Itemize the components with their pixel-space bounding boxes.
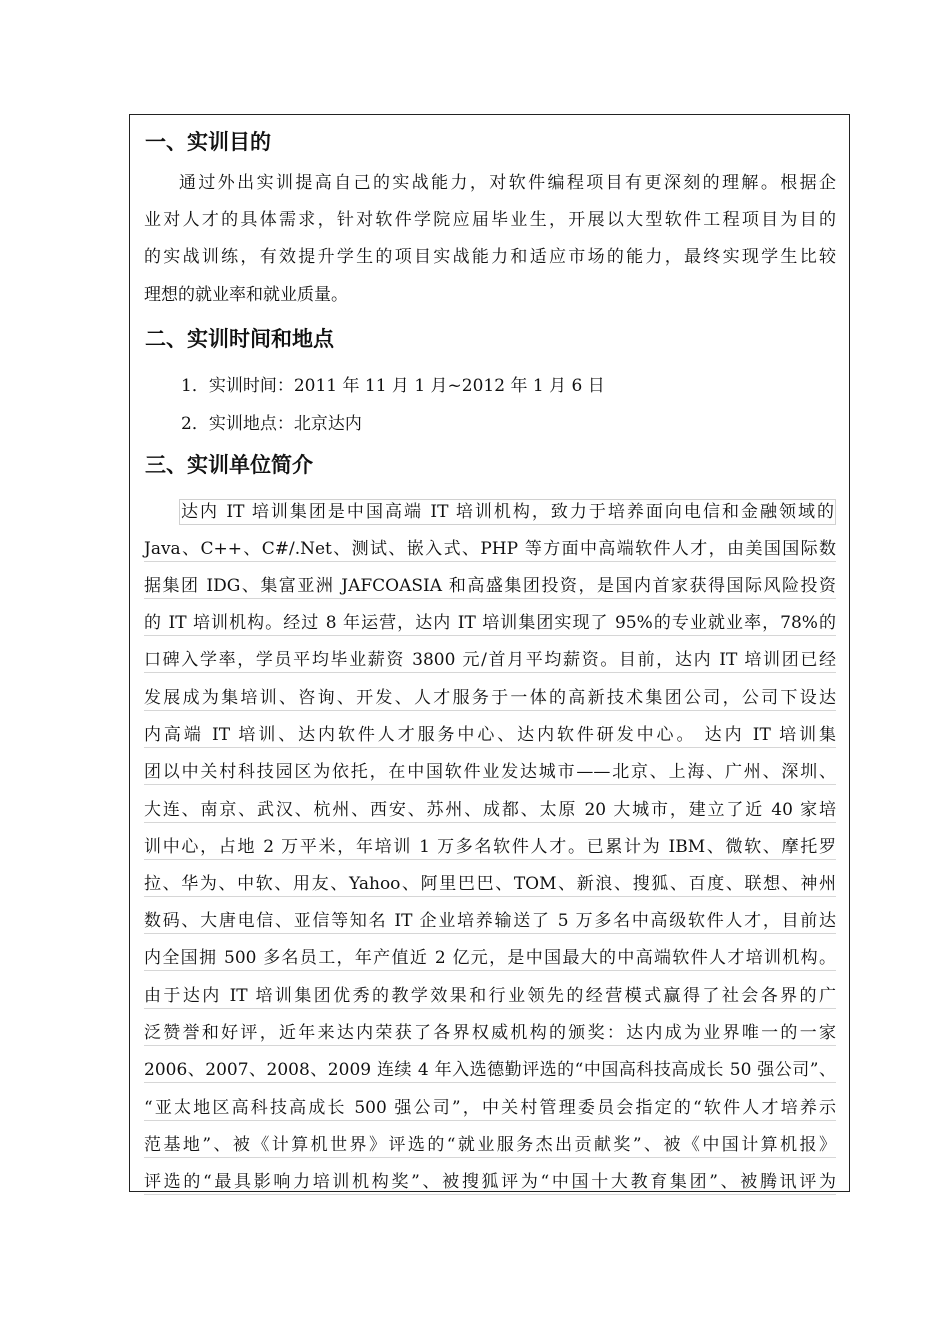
intro-line: 的 IT 培训机构。经过 8 年运营，达内 IT 培训集团实现了 95%的专业就业率，78%的	[144, 611, 836, 636]
intro-line: 范基地”、被《计算机世界》评选的“就业服务杰出贡献奖”、被《中国计算机报》	[144, 1133, 836, 1158]
intro-line: 内全国拥 500 多名员工，年产值近 2 亿元，是中国最大的中高端软件人才培训机构。	[144, 946, 836, 971]
intro-line: 泛赞誉和好评，近年来达内荣获了各界权威机构的颁奖：达内成为业界唯一的一家	[144, 1021, 836, 1046]
section-heading-objective: 一、实训目的	[145, 130, 271, 154]
intro-line: 数码、大唐电信、亚信等知名 IT 企业培养输送了 5 万多名中高级软件人才，目前达	[144, 909, 836, 934]
intro-line: 口碑入学率，学员平均毕业薪资 3800 元/首月平均薪资。目前，达内 IT 培训团已经	[144, 648, 836, 673]
section-heading-time-location: 二、实训时间和地点	[145, 327, 334, 351]
intro-line: 拉、华为、中软、用友、Yahoo、阿里巴巴、TOM、新浪、搜狐、百度、联想、神州	[144, 872, 836, 897]
intro-line: 据集团 IDG、集富亚洲 JAFCOASIA 和高盛集团投资，是国内首家获得国际风险投资	[144, 574, 836, 599]
intro-line: 内高端 IT 培训、达内软件人才服务中心、达内软件研发中心。 达内 IT 培训集	[144, 723, 836, 748]
objective-line: 业对人才的具体需求，针对软件学院应届毕业生，开展以大型软件工程项目为目的	[144, 210, 836, 230]
intro-line: 达内 IT 培训集团是中国高端 IT 培训机构，致力于培养面向电信和金融领域的	[179, 499, 836, 525]
intro-line: Java、C++、C#/.Net、测试、嵌入式、PHP 等方面中高端软件人才，由美国国际数	[144, 537, 836, 562]
intro-line: 训中心，占地 2 万平米，年培训 1 万多名软件人才。已累计为 IBM、微软、摩托罗	[144, 835, 836, 860]
intro-line: 发展成为集培训、咨询、开发、人才服务于一体的高新技术集团公司，公司下设达	[144, 686, 836, 711]
intro-line: 由于达内 IT 培训集团优秀的教学效果和行业领先的经营模式赢得了社会各界的广	[144, 984, 836, 1009]
intro-line: 评选的“最具影响力培训机构奖”、被搜狐评为“中国十大教育集团”、被腾讯评为	[144, 1170, 836, 1195]
training-time-item: 1．实训时间：2011 年 11 月 1 月~2012 年 1 月 6 日	[181, 376, 605, 396]
training-location-item: 2．实训地点：北京达内	[181, 414, 362, 434]
objective-line: 通过外出实训提高自己的实战能力，对软件编程项目有更深刻的理解。根据企	[179, 173, 836, 193]
intro-line: 2006、2007、2008、2009 连续 4 年入选德勤评选的“中国高科技高成长 50 强公司”、	[144, 1058, 836, 1083]
intro-line: 团以中关村科技园区为依托，在中国软件业发达城市——北京、上海、广州、深圳、	[144, 760, 836, 785]
objective-line: 理想的就业率和就业质量。	[144, 285, 348, 305]
intro-line: “亚太地区高科技高成长 500 强公司”，中关村管理委员会指定的“软件人才培养示	[144, 1096, 836, 1121]
section-heading-company-intro: 三、实训单位简介	[145, 453, 313, 477]
objective-line: 的实战训练，有效提升学生的项目实战能力和适应市场的能力，最终实现学生比较	[144, 247, 836, 267]
intro-line: 大连、南京、武汉、杭州、西安、苏州、成都、太原 20 大城市，建立了近 40 家培	[144, 798, 836, 823]
